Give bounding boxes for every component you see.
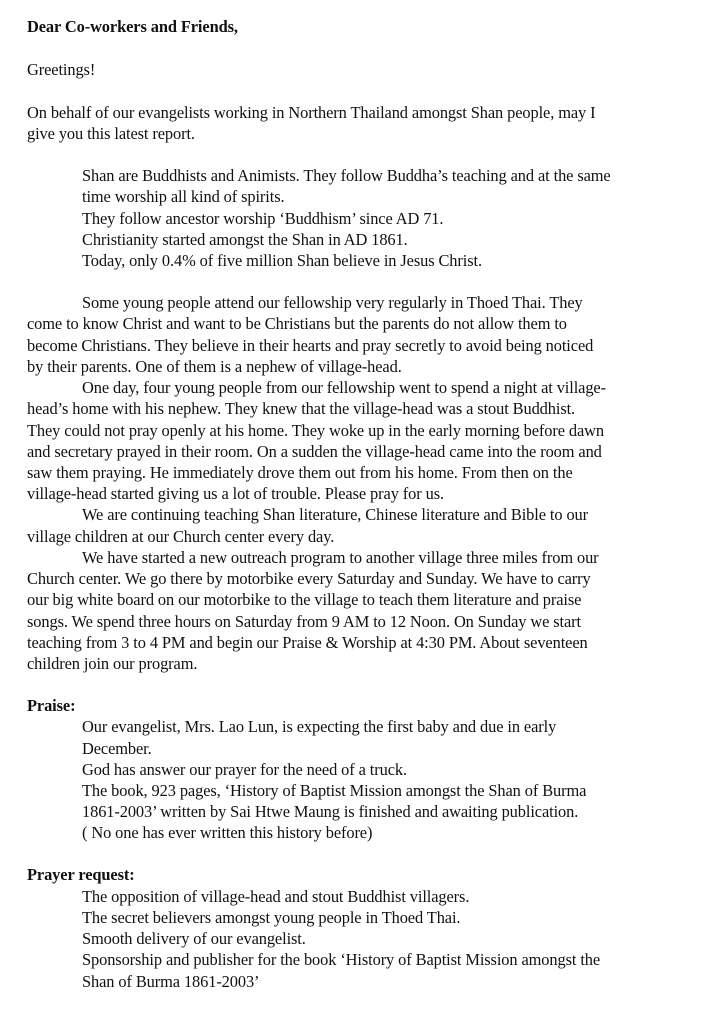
paragraph-line: We are continuing teaching Shan literature, Chinese literature and Bible to our [82, 505, 589, 524]
praise-item: ( No one has ever written this history before) [82, 823, 373, 842]
paragraph-line: Some young people attend our fellowship very regularly in Thoed Thai. They [82, 293, 583, 312]
paragraph-line: become Christians. They believe in their hearts and pray secretly to avoid being noticed [27, 336, 594, 355]
fact-line: time worship all kind of spirits. [82, 187, 285, 206]
praise-item: Our evangelist, Mrs. Lao Lun, is expecting the first baby and due in early [82, 717, 557, 736]
salutation: Dear Co-workers and Friends, [27, 17, 238, 36]
paragraph-line: children join our program. [27, 654, 198, 673]
paragraph-line: songs. We spend three hours on Saturday from 9 AM to 12 Noon. On Sunday we start [27, 612, 581, 631]
greeting: Greetings! [27, 60, 96, 79]
praise-item: God has answer our prayer for the need of a truck. [82, 760, 407, 779]
fact-line: Today, only 0.4% of five million Shan believe in Jesus Christ. [82, 251, 482, 270]
paragraph-line: village children at our Church center every day. [27, 527, 335, 546]
prayer-request-heading: Prayer request: [27, 865, 135, 884]
prayer-request-item: The secret believers amongst young people in Thoed Thai. [82, 908, 461, 927]
paragraph-line: our big white board on our motorbike to the village to teach them literature and praise [27, 590, 582, 609]
prayer-request-item: The opposition of village-head and stout Buddhist villagers. [82, 887, 470, 906]
paragraph-line: come to know Christ and want to be Christians but the parents do not allow them to [27, 314, 567, 333]
paragraph-line: by their parents. One of them is a nephew of village-head. [27, 357, 402, 376]
paragraph-line: and secretary prayed in their room. On a sudden the village-head came into the room and [27, 442, 602, 461]
paragraph-line: teaching from 3 to 4 PM and begin our Praise & Worship at 4:30 PM. About seventeen [27, 633, 588, 652]
fact-line: Christianity started amongst the Shan in AD 1861. [82, 230, 408, 249]
prayer-request-item: Smooth delivery of our evangelist. [82, 929, 306, 948]
intro-line: On behalf of our evangelists working in Northern Thailand amongst Shan people, may I [27, 103, 596, 122]
intro-line: give you this latest report. [27, 124, 195, 143]
paragraph-line: head’s home with his nephew. They knew that the village-head was a stout Buddhist. [27, 399, 576, 418]
praise-item: December. [82, 739, 152, 758]
paragraph-line: We have started a new outreach program to another village three miles from our [82, 548, 599, 567]
paragraph-line: Church center. We go there by motorbike every Saturday and Sunday. We have to carry [27, 569, 591, 588]
paragraph-line: They could not pray openly at his home. They woke up in the early morning before dawn [27, 421, 605, 440]
fact-line: They follow ancestor worship ‘Buddhism’ since AD 71. [82, 209, 444, 228]
paragraph-line: village-head started giving us a lot of trouble. Please pray for us. [27, 484, 444, 503]
praise-item: 1861-2003’ written by Sai Htwe Maung is finished and awaiting publication. [82, 802, 579, 821]
prayer-request-item: Sponsorship and publisher for the book ‘History of Baptist Mission amongst the [82, 950, 601, 969]
prayer-request-item: Shan of Burma 1861-2003’ [82, 972, 260, 991]
praise-item: The book, 923 pages, ‘History of Baptist Mission amongst the Shan of Burma [82, 781, 587, 800]
fact-line: Shan are Buddhists and Animists. They follow Buddha’s teaching and at the same [82, 166, 611, 185]
praise-heading: Praise: [27, 696, 76, 715]
paragraph-line: saw them praying. He immediately drove them out from his home. From then on the [27, 463, 573, 482]
paragraph-line: One day, four young people from our fellowship went to spend a night at village- [82, 378, 606, 397]
